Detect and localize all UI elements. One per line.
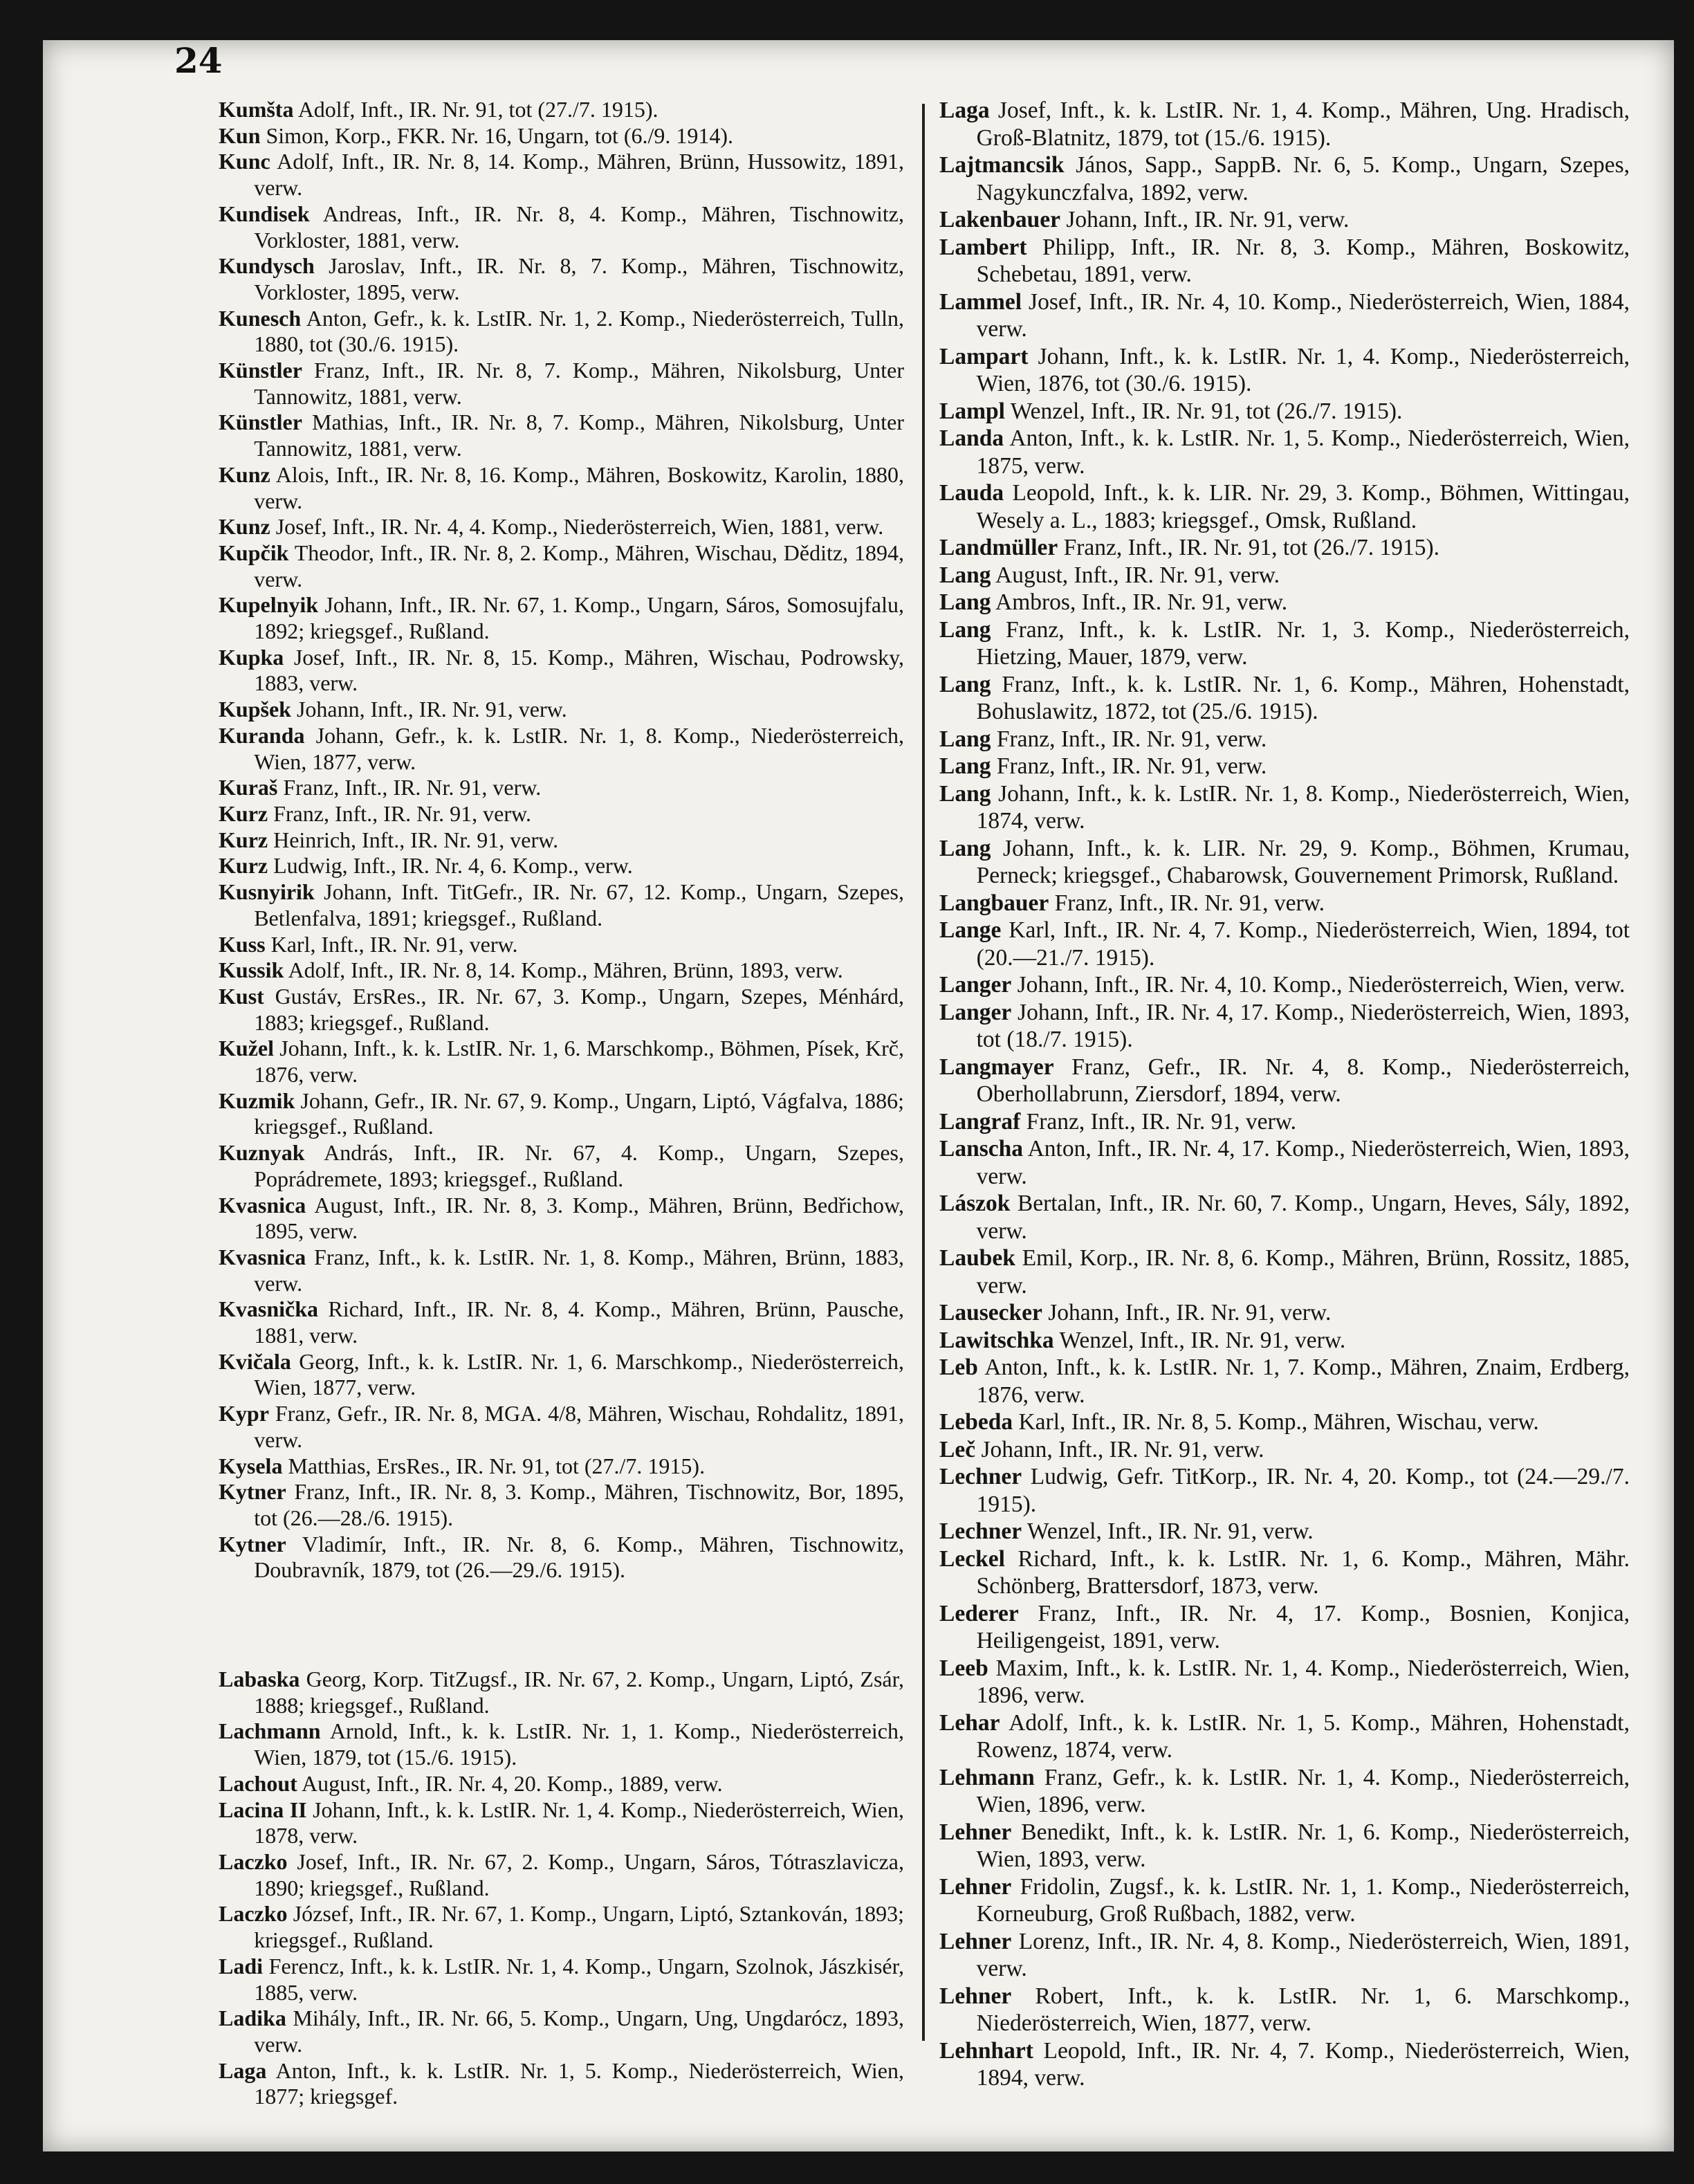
entry-surname: Kuranda (219, 722, 305, 748)
entry-details: Georg, Inft., k. k. LstIR. Nr. 1, 6. Marschkomp., Niederösterreich, Wien, 1877, verw. (254, 1348, 905, 1400)
casualty-entry (219, 723, 904, 775)
casualty-entry (939, 534, 1630, 562)
entry-surname: Lachmann (219, 1718, 321, 1744)
entry-details: Josef, Inft., IR. Nr. 4, 10. Komp., Niederösterreich, Wien, 1884, verw. (976, 288, 1630, 342)
casualty-entry (219, 1532, 904, 1584)
entry-surname: Lang (939, 562, 991, 588)
casualty-entry (219, 1901, 904, 1953)
entry-surname: Kundisek (219, 201, 310, 226)
entry-surname: Kundysch (219, 253, 315, 279)
casualty-entry (219, 1771, 904, 1797)
entry-surname: Kytner (219, 1531, 286, 1557)
casualty-entry (939, 343, 1630, 398)
entry-details: Franz, Inft., IR. Nr. 91, verw. (996, 753, 1267, 779)
entry-details: Josef, Inft., IR. Nr. 8, 15. Komp., Mähren, Wischau, Podrowsky, 1883, verw. (254, 644, 905, 696)
casualty-entry (939, 1054, 1630, 1108)
casualty-entry (219, 1088, 904, 1140)
casualty-entry (219, 97, 904, 123)
entry-surname: Kun (219, 122, 261, 148)
casualty-entry (939, 1463, 1630, 1518)
casualty-entry (219, 306, 904, 358)
entry-surname: Lawitschka (939, 1327, 1054, 1353)
entry-details: Johann, Inft., k. k. LIR. Nr. 29, 9. Komp., Böhmen, Krumau, Perneck; kriegsgef., Chabarowsk, Gouvernement Primorsk, Rußland. (976, 835, 1630, 888)
casualty-entry (939, 753, 1630, 780)
entry-details: Franz, Inft., IR. Nr. 4, 17. Komp., Bosnien, Konjica, Heiligengeist, 1891, verw. (976, 1600, 1630, 1653)
entry-surname: Lederer (939, 1600, 1019, 1626)
entry-surname: Lehar (939, 1709, 1000, 1736)
entry-surname: Landa (939, 425, 1004, 451)
entry-details: Johann, Inft., IR. Nr. 91, verw. (981, 1436, 1264, 1462)
entry-details: Anton, Inft., k. k. LstIR. Nr. 1, 5. Komp., Niederösterreich, Wien, 1875, verw. (976, 425, 1630, 479)
entry-details: Ferencz, Inft., k. k. LstIR. Nr. 1, 4. Komp., Ungarn, Szolnok, Jászkisér, 1885, verw. (254, 1953, 905, 2005)
entry-details: Jaroslav, Inft., IR. Nr. 8, 7. Komp., Mähren, Tischnowitz, Vorkloster, 1895, verw. (254, 253, 905, 304)
entry-details: August, Inft., IR. Nr. 8, 3. Komp., Mähren, Brünn, Bedřichow, 1895, verw. (254, 1192, 905, 1244)
entry-details: Adolf, Inft., IR. Nr. 8, 14. Komp., Mähren, Brünn, Hussowitz, 1891, verw. (254, 149, 905, 201)
entry-surname: Lehner (939, 1873, 1012, 1900)
casualty-entry (219, 2006, 904, 2057)
casualty-entry (939, 971, 1630, 999)
entry-details: Johann, Inft. TitGefr., IR. Nr. 67, 12. Komp., Ungarn, Szepes, Betlenfalva, 1891; kriegsgef., Rußland. (254, 879, 905, 930)
entry-surname: Lampl (939, 398, 1005, 424)
entry-surname: Kupčik (219, 540, 289, 565)
entry-surname: Lehner (939, 1983, 1012, 2009)
entry-details: Johann, Inft., IR. Nr. 91, verw. (1066, 207, 1350, 232)
entry-surname: Lange (939, 917, 1002, 943)
casualty-entry (939, 152, 1630, 206)
casualty-entry (219, 2058, 904, 2110)
entry-surname: Lang (939, 589, 991, 615)
entry-details: Franz, Inft., k. k. LstIR. Nr. 1, 8. Komp., Mähren, Brünn, 1883, verw. (254, 1244, 905, 1296)
entry-details: Franz, Inft., IR. Nr. 91, tot (26./7. 1915). (1063, 535, 1440, 560)
entry-details: Leopold, Inft., k. k. LIR. Nr. 29, 3. Komp., Böhmen, Wittingau, Wesely a. L., 1883; kriegsgef., Omsk, Rußland. (976, 480, 1630, 533)
entry-details: Leopold, Inft., IR. Nr. 4, 7. Komp., Niederösterreich, Wien, 1894, verw. (976, 2037, 1630, 2091)
entry-details: Johann, Inft., k. k. LstIR. Nr. 1, 4. Komp., Niederösterreich, Wien, 1878, verw. (254, 1797, 905, 1848)
casualty-entry (219, 410, 904, 461)
entry-details: Johann, Inft., k. k. LstIR. Nr. 1, 6. Marschkomp., Böhmen, Písek, Krč, 1876, verw. (254, 1036, 905, 1088)
entry-surname: Laga (939, 98, 990, 123)
entry-surname: Lausecker (939, 1300, 1042, 1325)
entry-details: Franz, Inft., k. k. LstIR. Nr. 1, 3. Komp., Niederösterreich, Hietzing, Mauer, 1879, verw. (976, 616, 1630, 670)
casualty-entry (939, 1819, 1630, 1873)
casualty-entry (219, 645, 904, 697)
casualty-entry (219, 1245, 904, 1296)
casualty-entry (219, 827, 904, 854)
entry-surname: Lacina II (219, 1797, 307, 1822)
entry-details: Fridolin, Zugsf., k. k. LstIR. Nr. 1, 1. Komp., Niederösterreich, Korneuburg, Groß Rußbach, 1882, verw. (976, 1873, 1630, 1927)
entry-surname: Kurz (219, 827, 268, 852)
casualty-entry (219, 1296, 904, 1348)
entry-details: Lorenz, Inft., IR. Nr. 4, 8. Komp., Niederösterreich, Wien, 1891, verw. (976, 1928, 1630, 1981)
entry-details: Benedikt, Inft., k. k. LstIR. Nr. 1, 6. Komp., Niederösterreich, Wien, 1893, verw. (976, 1819, 1630, 1872)
entry-details: Anton, Inft., IR. Nr. 4, 17. Komp., Niederösterreich, Wien, 1893, verw. (976, 1136, 1630, 1189)
casualty-entry (939, 1600, 1630, 1655)
entry-surname: Kupšek (219, 697, 291, 722)
casualty-entry (939, 1190, 1630, 1245)
entry-surname: Ladi (219, 1953, 264, 1979)
casualty-entry (219, 514, 904, 540)
casualty-entry (219, 201, 904, 253)
entry-details: August, Inft., IR. Nr. 91, verw. (995, 562, 1280, 588)
casualty-entry (939, 234, 1630, 288)
casualty-entry (219, 801, 904, 827)
entry-surname: Lang (939, 726, 991, 752)
entry-surname: Kunz (219, 461, 270, 487)
casualty-entry (219, 697, 904, 723)
entry-surname: Lambert (939, 234, 1027, 260)
casualty-entry (939, 835, 1630, 890)
casualty-entry (939, 1873, 1630, 1928)
entry-surname: Kunc (219, 149, 270, 174)
entry-details: Franz, Inft., IR. Nr. 91, verw. (996, 726, 1267, 752)
entry-surname: Kypr (219, 1401, 269, 1426)
entry-details: Karl, Inft., IR. Nr. 8, 5. Komp., Mähren, Wischau, verw. (1018, 1409, 1539, 1435)
entry-surname: Kvasnička (219, 1296, 319, 1322)
entry-details: Robert, Inft., k. k. LstIR. Nr. 1, 6. Marschkomp., Niederösterreich, Wien, 1877, verw. (976, 1983, 1630, 2036)
entry-details: Franz, Inft., IR. Nr. 91, verw. (273, 800, 532, 826)
casualty-entry (939, 1327, 1630, 1355)
entry-surname: Lang (939, 671, 991, 697)
casualty-entry (219, 932, 904, 958)
casualty-entry (219, 957, 904, 984)
entry-surname: Lehmann (939, 1764, 1035, 1790)
casualty-entry (939, 890, 1630, 917)
entry-details: Franz, Inft., IR. Nr. 8, 7. Komp., Mähren, Nikolsburg, Unter Tannowitz, 1881, verw. (254, 358, 904, 409)
entry-surname: Kvasnica (219, 1192, 306, 1218)
entry-details: Theodor, Inft., IR. Nr. 8, 2. Komp., Mähren, Wischau, Děditz, 1894, verw. (254, 540, 904, 591)
entry-details: Bertalan, Inft., IR. Nr. 60, 7. Komp., Ungarn, Heves, Sály, 1892, verw. (976, 1191, 1630, 1244)
entry-details: Mihály, Inft., IR. Nr. 66, 5. Komp., Ungarn, Ung, Ungdarócz, 1893, verw. (254, 2006, 905, 2057)
entry-surname: Landmüller (939, 535, 1058, 560)
entry-surname: Künstler (219, 410, 302, 435)
entry-details: Johann, Inft., k. k. LstIR. Nr. 1, 4. Komp., Niederösterreich, Wien, 1876, tot (30./6. 1915). (976, 343, 1630, 396)
casualty-entry (939, 1655, 1630, 1709)
entry-surname: Leb (939, 1355, 978, 1380)
entry-details: Johann, Inft., IR. Nr. 67, 1. Komp., Ungarn, Sáros, Somosujfalu, 1892; kriegsgef., Rußland. (254, 592, 905, 644)
entry-surname: Kuraš (219, 775, 278, 800)
casualty-entry (219, 775, 904, 801)
entry-surname: Leckel (939, 1545, 1005, 1572)
entry-surname: Langer (939, 999, 1012, 1025)
casualty-entry (219, 592, 904, 644)
entry-surname: Laubek (939, 1245, 1015, 1271)
entry-surname: Kuznyak (219, 1140, 305, 1166)
entry-surname: Lechner (939, 1464, 1022, 1489)
entry-surname: Lehner (939, 1819, 1012, 1845)
casualty-entry (219, 1453, 904, 1480)
entry-surname: Lehnhart (939, 2037, 1033, 2064)
entry-surname: Kunesch (219, 305, 302, 331)
casualty-entry (219, 1036, 904, 1088)
entry-surname: Lászok (939, 1191, 1011, 1216)
entry-details: Andreas, Inft., IR. Nr. 8, 4. Komp., Mähren, Tischnowitz, Vorkloster, 1881, verw. (254, 201, 905, 253)
entry-details: Georg, Korp. TitZugsf., IR. Nr. 67, 2. Komp., Ungarn, Liptó, Zsár, 1888; kriegsgef., Rußland. (254, 1667, 905, 1718)
casualty-entry (939, 2037, 1630, 2092)
entry-details: Gustáv, ErsRes., IR. Nr. 67, 3. Komp., Ungarn, Szepes, Ménhárd, 1883; kriegsgef., Rußland. (254, 983, 905, 1035)
entry-surname: Künstler (219, 358, 302, 383)
entry-surname: Lampart (939, 343, 1029, 369)
casualty-entry (939, 398, 1630, 425)
entry-details: August, Inft., IR. Nr. 4, 20. Komp., 1889, verw. (302, 1770, 723, 1796)
entry-details: Franz, Inft., IR. Nr. 91, verw. (1054, 890, 1325, 916)
casualty-entry (219, 540, 904, 592)
entry-surname: Ladika (219, 2006, 286, 2031)
entry-details: Ambros, Inft., IR. Nr. 91, verw. (995, 589, 1288, 615)
entry-surname: Kusnyirik (219, 879, 315, 905)
entry-surname: Kupka (219, 644, 284, 670)
entry-details: Ludwig, Gefr. TitKorp., IR. Nr. 4, 20. Komp., tot (24.—29./7. 1915). (976, 1464, 1630, 1517)
entry-details: Wenzel, Inft., IR. Nr. 91, verw. (1026, 1518, 1314, 1544)
casualty-entry (939, 1518, 1630, 1545)
entry-details: Johann, Inft., IR. Nr. 91, verw. (296, 697, 567, 722)
entry-details: Richard, Inft., IR. Nr. 8, 4. Komp., Mähren, Brünn, Pausche, 1881, verw. (254, 1296, 905, 1348)
entry-surname: Kust (219, 983, 264, 1009)
entry-surname: Lakenbauer (939, 207, 1060, 232)
casualty-entry (939, 671, 1630, 726)
casualty-entry (219, 123, 904, 149)
casualty-entry (939, 288, 1630, 343)
entry-surname: Lauda (939, 480, 1004, 506)
page-number: 24 (174, 40, 223, 81)
entry-details: Emil, Korp., IR. Nr. 8, 6. Komp., Mähren, Brünn, Rossitz, 1885, verw. (976, 1245, 1630, 1299)
casualty-entry (939, 1709, 1630, 1764)
entry-surname: Kuzmik (219, 1088, 295, 1113)
casualty-entry (219, 253, 904, 305)
casualty-entry (219, 1718, 904, 1770)
entry-surname: Laga (219, 2057, 267, 2083)
entry-details: Karl, Inft., IR. Nr. 91, verw. (270, 931, 518, 957)
entry-surname: Kvičala (219, 1348, 291, 1374)
entry-surname: Kužel (219, 1036, 274, 1061)
entry-details: Josef, Inft., IR. Nr. 67, 2. Komp., Ungarn, Sáros, Tótraszlavicza, 1890; kriegsgef., Rußland. (254, 1849, 904, 1900)
entry-details: Simon, Korp., FKR. Nr. 16, Ungarn, tot (6./9. 1914). (266, 122, 734, 148)
entry-surname: Langer (939, 972, 1012, 998)
entry-surname: Lang (939, 753, 991, 779)
entry-details: Johann, Inft., k. k. LstIR. Nr. 1, 8. Komp., Niederösterreich, Wien, 1874, verw. (976, 780, 1630, 834)
entry-details: Adolf, Inft., k. k. LstIR. Nr. 1, 5. Komp., Mähren, Hohenstadt, Rowenz, 1874, verw. (976, 1709, 1630, 1763)
entry-surname: Lechner (939, 1518, 1022, 1544)
casualty-entry (219, 1797, 904, 1849)
entry-surname: Lanscha (939, 1136, 1024, 1162)
casualty-entry (219, 358, 904, 410)
casualty-entry (219, 1401, 904, 1453)
entry-surname: Leeb (939, 1655, 988, 1681)
entry-details: Johann, Gefr., IR. Nr. 67, 9. Komp., Ungarn, Liptó, Vágfalva, 1886; kriegsgef., Rußland. (254, 1088, 905, 1139)
entry-details: Johann, Inft., IR. Nr. 4, 10. Komp., Niederösterreich, Wien, verw. (1017, 972, 1626, 998)
entry-details: Franz, Inft., IR. Nr. 8, 3. Komp., Mähren, Tischnowitz, Bor, 1895, tot (26.—28./6. 1915). (254, 1479, 905, 1530)
casualty-entry (219, 853, 904, 879)
casualty-entry (939, 1135, 1630, 1190)
entry-surname: Kumšta (219, 97, 294, 122)
casualty-entry (219, 1849, 904, 1901)
entry-surname: Kupelnyik (219, 592, 319, 618)
casualty-entry (219, 879, 904, 931)
casualty-entry (219, 984, 904, 1036)
entry-surname: Lebeda (939, 1409, 1013, 1435)
entry-details: Adolf, Inft., IR. Nr. 8, 14. Komp., Mähren, Brünn, 1893, verw. (288, 957, 843, 983)
casualty-entry (939, 425, 1630, 479)
entry-details: Johann, Inft., IR. Nr. 91, verw. (1048, 1300, 1332, 1325)
entry-details: József, Inft., IR. Nr. 67, 1. Komp., Ungarn, Liptó, Sztankován, 1893; kriegsgef., Rußland. (254, 1901, 905, 1953)
entry-surname: Kuss (219, 931, 266, 957)
entry-surname: Kussik (219, 957, 284, 983)
entry-surname: Kunz (219, 514, 270, 540)
entry-details: Karl, Inft., IR. Nr. 4, 7. Komp., Niederösterreich, Wien, 1894, tot (20.—21./7. 1915). (976, 917, 1630, 971)
casualty-entry (939, 1983, 1630, 2037)
entry-details: Josef, Inft., IR. Nr. 4, 4. Komp., Niederösterreich, Wien, 1881, verw. (275, 514, 884, 540)
entry-surname: Laczko (219, 1901, 288, 1927)
entry-details: Anton, Inft., k. k. LstIR. Nr. 1, 7. Komp., Mähren, Znaim, Erdberg, 1876, verw. (976, 1355, 1630, 1408)
casualty-entry (219, 1140, 904, 1192)
casualty-entry (939, 999, 1630, 1054)
casualty-entry (939, 1354, 1630, 1408)
entry-surname: Lammel (939, 288, 1022, 315)
casualty-entry (939, 562, 1630, 589)
casualty-entry (219, 1667, 904, 1718)
column-divider (922, 104, 925, 2041)
entry-surname: Lachout (219, 1770, 297, 1796)
entry-details: Franz, Inft., k. k. LstIR. Nr. 1, 6. Komp., Mähren, Hohenstadt, Bohuslawitz, 1872, tot (25./6. 1915). (976, 671, 1630, 724)
entry-details: Johann, Gefr., k. k. LstIR. Nr. 1, 8. Komp., Niederösterreich, Wien, 1877, verw. (254, 722, 905, 774)
entry-details: Franz, Gefr., k. k. LstIR. Nr. 1, 4. Komp., Niederösterreich, Wien, 1896, verw. (976, 1764, 1630, 1817)
casualty-entry (939, 1108, 1630, 1136)
entry-details: Arnold, Inft., k. k. LstIR. Nr. 1, 1. Komp., Niederösterreich, Wien, 1879, tot (15./6. 1915). (254, 1718, 905, 1770)
entry-details: Richard, Inft., k. k. LstIR. Nr. 1, 6. Komp., Mähren, Mähr. Schönberg, Brattersdorf, 1873, verw. (976, 1545, 1630, 1599)
entry-details: Franz, Inft., IR. Nr. 91, verw. (1026, 1108, 1297, 1135)
casualty-entry (939, 726, 1630, 753)
entry-surname: Lajtmancsik (939, 152, 1065, 178)
entry-details: Anton, Gefr., k. k. LstIR. Nr. 1, 2. Komp., Niederösterreich, Tulln, 1880, tot (30./6. 1915). (254, 305, 905, 357)
entry-details: Vladimír, Inft., IR. Nr. 8, 6. Komp., Mähren, Tischnowitz, Doubravník, 1879, tot (26.—29./6. 1915). (254, 1531, 905, 1583)
entry-surname: Langraf (939, 1108, 1021, 1135)
casualty-entry (219, 1479, 904, 1531)
entry-surname: Lang (939, 780, 991, 807)
entry-details: Maxim, Inft., k. k. LstIR. Nr. 1, 4. Komp., Niederösterreich, Wien, 1896, verw. (976, 1655, 1630, 1708)
entry-details: Wenzel, Inft., IR. Nr. 91, verw. (1059, 1327, 1346, 1353)
entry-details: Franz, Inft., IR. Nr. 91, verw. (283, 775, 542, 800)
casualty-entry (939, 1436, 1630, 1464)
entry-surname: Kysela (219, 1453, 283, 1478)
casualty-entry (939, 206, 1630, 234)
entry-surname: Kytner (219, 1479, 286, 1505)
casualty-entry (219, 1193, 904, 1245)
entry-details: Anton, Inft., k. k. LstIR. Nr. 1, 5. Komp., Niederösterreich, Wien, 1877; kriegsgef. (254, 2057, 905, 2109)
entry-surname: Labaska (219, 1667, 300, 1692)
entry-surname: Laczko (219, 1849, 288, 1874)
entry-details: Ludwig, Inft., IR. Nr. 4, 6. Komp., verw. (273, 853, 633, 879)
section-gap (219, 1584, 904, 1667)
entry-details: Heinrich, Inft., IR. Nr. 91, verw. (273, 827, 559, 852)
entry-surname: Leč (939, 1436, 976, 1462)
casualty-entry (939, 1928, 1630, 1983)
casualty-entry (939, 1299, 1630, 1327)
entry-details: Wenzel, Inft., IR. Nr. 91, tot (26./7. 1915). (1010, 398, 1403, 424)
entry-details: Adolf, Inft., IR. Nr. 91, tot (27./7. 1915). (297, 97, 659, 122)
entry-details: Mathias, Inft., IR. Nr. 8, 7. Komp., Mähren, Nikolsburg, Unter Tannowitz, 1881, verw. (254, 410, 905, 461)
casualty-entry (219, 149, 904, 201)
entry-details: Johann, Inft., IR. Nr. 4, 17. Komp., Niederösterreich, Wien, 1893, tot (18./7. 1915). (976, 999, 1630, 1052)
casualty-entry (219, 1349, 904, 1401)
entry-details: András, Inft., IR. Nr. 67, 4. Komp., Ungarn, Szepes, Poprádremete, 1893; kriegsgef., Rußland. (254, 1140, 905, 1191)
entry-surname: Kurz (219, 853, 268, 879)
right-column (939, 97, 1630, 2092)
entry-details: János, Sapp., SappB. Nr. 6, 5. Komp., Ungarn, Szepes, Nagykunczfalva, 1892, verw. (976, 152, 1630, 205)
entry-surname: Lang (939, 616, 991, 643)
casualty-entry (939, 1545, 1630, 1600)
entry-surname: Langmayer (939, 1054, 1054, 1080)
entry-details: Josef, Inft., k. k. LstIR. Nr. 1, 4. Komp., Mähren, Ung. Hradisch, Groß-Blatnitz, 1879, tot (15./6. 1915). (976, 98, 1630, 151)
entry-surname: Lang (939, 835, 991, 861)
casualty-entry (939, 1245, 1630, 1299)
casualty-entry (219, 462, 904, 514)
casualty-entry (939, 616, 1630, 671)
entry-details: Alois, Inft., IR. Nr. 8, 16. Komp., Mähren, Boskowitz, Karolin, 1880, verw. (254, 461, 905, 513)
entry-details: Franz, Gefr., IR. Nr. 4, 8. Komp., Niederösterreich, Oberhollabrunn, Ziersdorf, 1894, verw. (976, 1054, 1630, 1107)
casualty-entry (939, 1764, 1630, 1819)
casualty-entry (939, 780, 1630, 835)
casualty-entry (219, 1954, 904, 2006)
entry-surname: Langbauer (939, 890, 1049, 916)
casualty-entry (939, 479, 1630, 534)
casualty-entry (939, 97, 1630, 152)
entry-details: Matthias, ErsRes., IR. Nr. 91, tot (27./7. 1915). (288, 1453, 706, 1478)
casualty-entry (939, 1408, 1630, 1436)
casualty-entry (939, 589, 1630, 616)
entry-surname: Kurz (219, 800, 268, 826)
entry-surname: Lehner (939, 1928, 1012, 1954)
entry-details: Philipp, Inft., IR. Nr. 8, 3. Komp., Mähren, Boskowitz, Schebetau, 1891, verw. (976, 234, 1630, 287)
left-column (219, 97, 904, 2110)
entry-details: Franz, Gefr., IR. Nr. 8, MGA. 4/8, Mähren, Wischau, Rohdalitz, 1891, verw. (254, 1401, 905, 1452)
entry-surname: Kvasnica (219, 1244, 306, 1269)
casualty-entry (939, 917, 1630, 971)
